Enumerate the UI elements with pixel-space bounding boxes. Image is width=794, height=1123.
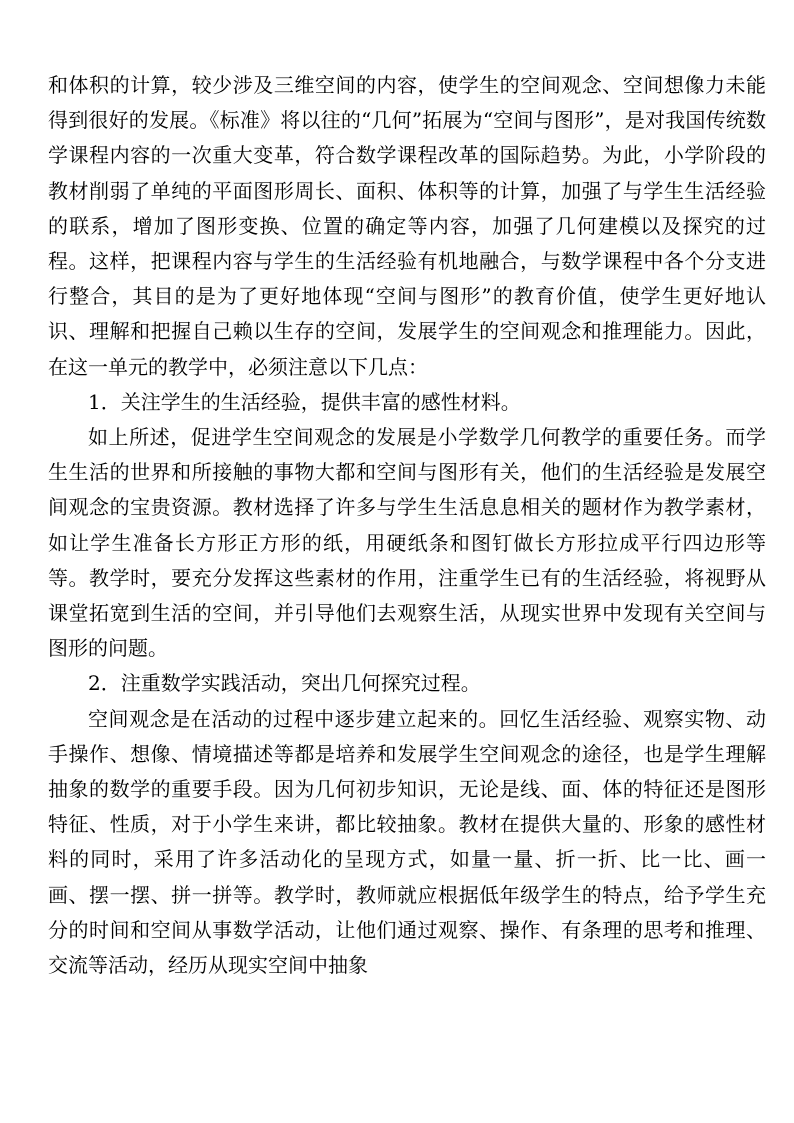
- paragraph-continuation: 和体积的计算，较少涉及三维空间的内容，使学生的空间观念、空间想像力未能得到很好的发展。《标准》将以往的“几何”拓展为“空间与图形”，是对我国传统数学课程内容的一次重大变革，符合数学课程改革的国际趋势。为此，小学阶段的教材削弱了单纯的平面图形周长、面积、体积等的计算，加强了与学生生活经验的联系，增加了图形变换、位置的确定等内容，加强了几何建模以及探究的过程。这样，把课程内容与学生的生活经验有机地融合，与数学课程中各个分支进行整合，其目的是为了更好地体现“空间与图形”的教育价值，使学生更好地认识、理解和把握自己赖以生存的空间，发展学生的空间观念和推理能力。因此，在这一单元的教学中，必须注意以下几点：: [48, 73, 766, 379]
- paragraph-spatial-concept: 空间观念是在活动的过程中逐步建立起来的。回忆生活经验、观察实物、动手操作、想像、情境描述等都是培养和发展学生空间观念的途径，也是学生理解抽象的数学的重要手段。因为几何初步知识，无论是线、面、体的特征还是图形特征、性质，对于小学生来讲，都比较抽象。教材在提供大量的、形象的感性材料的同时，采用了许多活动化的呈现方式，如量一量、折一折、比一比、画一画、摆一摆、拼一拼等。教学时，教师就应根据低年级学生的特点，给予学生充分的时间和空间从事数学活动，让他们通过观察、操作、有条理的思考和推理、交流等活动，经历从现实空间中抽象: [48, 706, 766, 978]
- document-body: [48, 68, 766, 983]
- paragraph-life-experience: 如上所述，促进学生空间观念的发展是小学数学几何教学的重要任务。而学生生活的世界和所接触的事物大都和空间与图形有关，他们的生活经验是发展空间观念的宝贵资源。教材选择了许多与学生生活息息相关的题材作为教学素材，如让学生准备长方形正方形的纸，用硬纸条和图钉做长方形拉成平行四边形等等。教学时，要充分发挥这些素材的作用，注重学生已有的生活经验，将视野从课堂拓宽到生活的空间，并引导他们去观察生活，从现实世界中发现有关空间与图形的问题。: [48, 425, 766, 661]
- section-heading-1: 1．关注学生的生活经验，提供丰富的感性材料。: [88, 389, 521, 414]
- section-heading-2: 2．注重数学实践活动，突出几何探究过程。: [88, 671, 481, 696]
